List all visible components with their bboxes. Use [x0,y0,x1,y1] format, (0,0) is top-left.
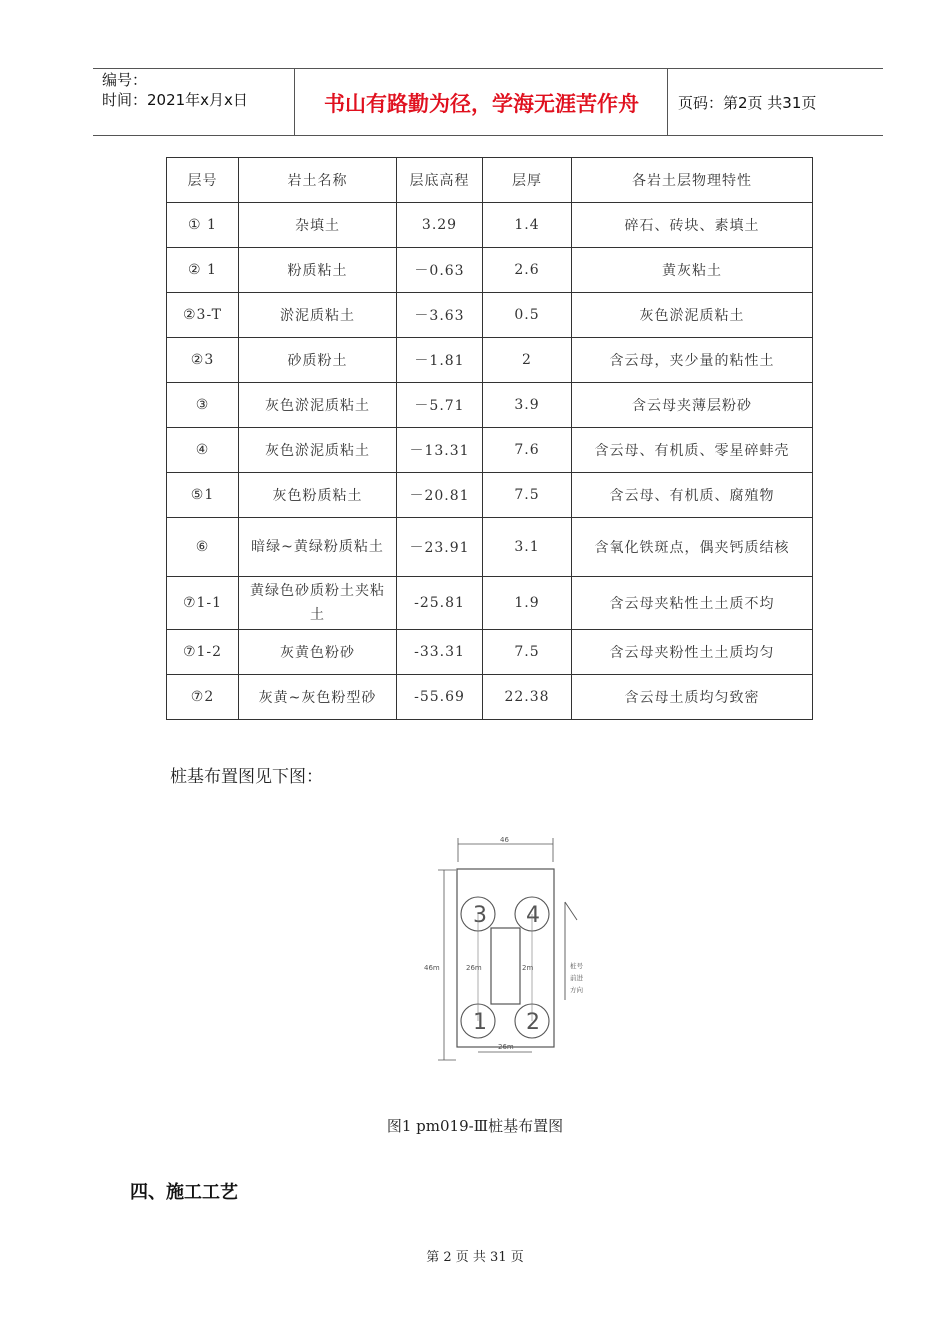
table-cell: 7.5 [483,473,572,518]
table-cell: 灰色粉质粘土 [239,473,397,518]
table-row [167,518,813,577]
side-note: 方向 [570,986,583,994]
side-note: 前进 [570,974,583,982]
table-cell: ④ [167,428,239,473]
intro-text: 桩基布置图见下图： [170,767,323,787]
header-cell: 岩土名称 [239,158,397,203]
dim-label-inner-right: 2m [522,964,534,972]
table-cell: 灰色淤泥质粘土 [239,383,397,428]
table-row [167,473,813,518]
table-cell: 粉质粘土 [239,248,397,293]
table-header-row [167,158,813,203]
table-cell: －3.63 [397,293,483,338]
table-cell: －23.91 [397,518,483,577]
table-cell: 灰色淤泥质粘土 [239,428,397,473]
table-cell: 3.1 [483,518,572,577]
table-cell: ② 1 [167,248,239,293]
table-cell: －5.71 [397,383,483,428]
header-bottom-rule [93,135,883,136]
table-cell: 含云母夹粘性土土质不均 [572,577,813,630]
table-row [167,203,813,248]
table-cell: 7.6 [483,428,572,473]
soil-layer-table [166,157,813,720]
pile-label: 3 [473,903,487,928]
pile-label: 1 [473,1010,487,1035]
table-cell: ⑦1-1 [167,577,239,630]
table-cell: －20.81 [397,473,483,518]
pile-layout-figure [420,832,590,1072]
dim-label-inner-left: 26m [466,964,482,972]
header-cell: 层厚 [483,158,572,203]
table-cell: 灰色淤泥质粘土 [572,293,813,338]
header-cell: 各岩土层物理特性 [572,158,813,203]
table-cell: －1.81 [397,338,483,383]
table-cell: 2.6 [483,248,572,293]
table-cell: 黄灰粘土 [572,248,813,293]
header-motto: 书山有路勤为径，学海无涯苦作舟 [324,92,639,116]
table-row [167,293,813,338]
header-cell: 层号 [167,158,239,203]
direction-arrow [565,902,577,920]
table-cell: 暗绿~黄绿粉质粘土 [239,518,397,577]
table-cell: 含云母夹薄层粉砂 [572,383,813,428]
header-divider-2 [667,68,668,135]
pile-label: 4 [526,903,540,928]
table-row [167,630,813,675]
table-row [167,248,813,293]
table-cell: －13.31 [397,428,483,473]
table-row [167,577,813,630]
table-cell: 22.38 [483,675,572,720]
table-cell: ③ [167,383,239,428]
table-cell: ⑦2 [167,675,239,720]
table-cell: ⑦1-2 [167,630,239,675]
side-note: 桩号 [570,962,583,970]
table-cell: 1.4 [483,203,572,248]
table-cell: ②3 [167,338,239,383]
table-cell: 含云母夹粉性土土质均匀 [572,630,813,675]
table-cell: ②3-T [167,293,239,338]
header-divider-1 [294,68,295,135]
table-cell: 含云母、有机质、腐殖物 [572,473,813,518]
dim-label-left: 46m [424,964,440,972]
table-cell: 0.5 [483,293,572,338]
table-cell: 碎石、砖块、素填土 [572,203,813,248]
table-row [167,383,813,428]
header-cell: 层底高程 [397,158,483,203]
page-footer: 第 2 页 共 31 页 [426,1250,524,1265]
table-cell: －0.63 [397,248,483,293]
table-cell: -33.31 [397,630,483,675]
table-cell: 杂填土 [239,203,397,248]
dim-label-top: 46 [500,836,509,844]
section-title: 四、施工工艺 [130,1182,238,1203]
table-cell: ⑤1 [167,473,239,518]
column-outline [491,928,520,1004]
table-cell: 灰黄色粉砂 [239,630,397,675]
header-page-number: 页码：第2页 共31页 [678,94,817,112]
pile-label: 2 [526,1010,540,1035]
table-cell: 3.29 [397,203,483,248]
table-cell: -55.69 [397,675,483,720]
table-cell: 淤泥质粘土 [239,293,397,338]
time-label: 时间：2021年x月x日 [102,91,248,109]
table-cell: 黄绿色砂质粉土夹粘土 [239,577,397,630]
header-top-rule [93,68,883,69]
table-cell: 2 [483,338,572,383]
table-cell: ① 1 [167,203,239,248]
table-cell: 7.5 [483,630,572,675]
header-info [102,70,248,110]
table-cell: -25.81 [397,577,483,630]
table-cell: 砂质粉土 [239,338,397,383]
dim-label-bottom: 26m [498,1043,514,1051]
table-cell: 含云母，夹少量的粘性土 [572,338,813,383]
figure-caption: 图1 pm019-Ⅲ桩基布置图 [386,1117,564,1135]
table-cell: 1.9 [483,577,572,630]
table-cell: 3.9 [483,383,572,428]
table-row [167,675,813,720]
table-cell: 含云母、有机质、零星碎蚌壳 [572,428,813,473]
table-cell: ⑥ [167,518,239,577]
table-row [167,338,813,383]
code-label: 编号： [102,71,148,89]
table-row [167,428,813,473]
table-cell: 含云母土质均匀致密 [572,675,813,720]
table-cell: 灰黄~灰色粉型砂 [239,675,397,720]
table-cell: 含氧化铁斑点，偶夹钙质结核 [572,518,813,577]
